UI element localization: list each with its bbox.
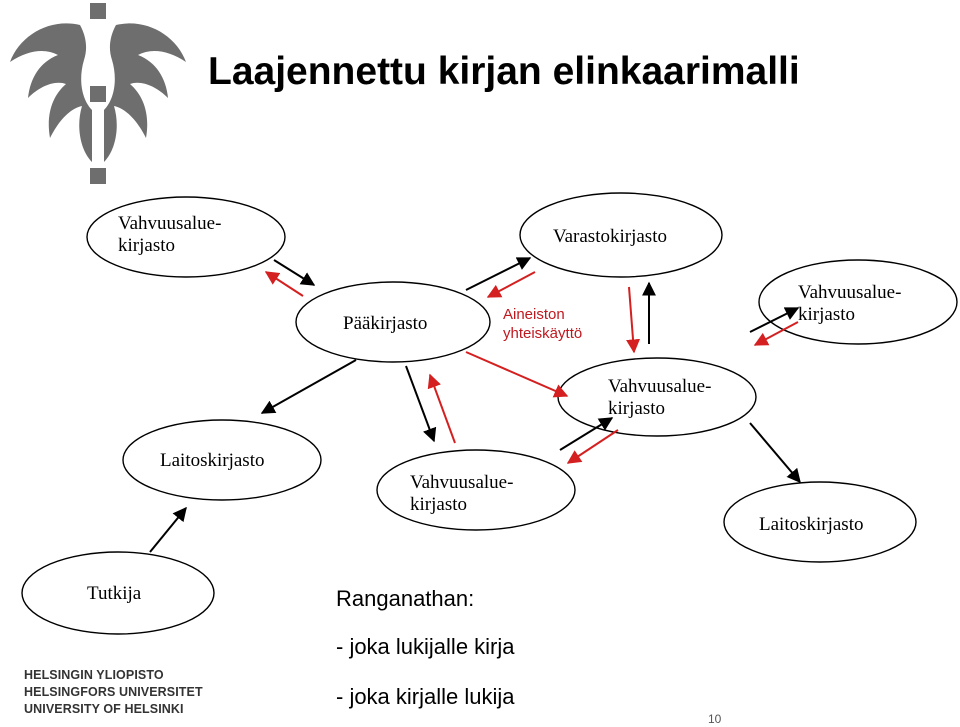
label-laitoskirjasto-right: Laitoskirjasto <box>759 514 864 535</box>
label-laitoskirjasto-left: Laitoskirjasto <box>160 450 265 471</box>
arrow-paakirjasto-to-laitos <box>262 360 356 413</box>
arrow-center-to-bottom <box>568 430 618 463</box>
arrow-paakirjasto-to-center <box>466 352 567 396</box>
university-name-sv: HELSINGFORS UNIVERSITET <box>24 685 203 699</box>
arrow-bottom-to-paakirjasto <box>430 375 455 443</box>
label-vahvuusalue-bottom: Vahvuusalue- kirjasto <box>410 472 514 515</box>
arrow-tutkija-to-laitos <box>150 508 186 552</box>
label-vahvuusalue-top-left: Vahvuusalue- kirjasto <box>118 213 222 256</box>
arrow-center-to-laitos-right <box>750 423 800 482</box>
university-name-fi: HELSINGIN YLIOPISTO <box>24 668 164 682</box>
label-varastokirjasto: Varastokirjasto <box>553 226 667 247</box>
label-vahvuusalue-right: Vahvuusalue- kirjasto <box>798 282 902 325</box>
page-number: 10 <box>708 712 722 726</box>
slide-title: Laajennettu kirjan elinkaarimalli <box>208 50 800 93</box>
university-name-en: UNIVERSITY OF HELSINKI <box>24 702 184 716</box>
annotation-aineiston-yhteiskaytto: Aineiston yhteiskäyttö <box>503 306 583 342</box>
arrow-paakirjasto-to-varasto <box>466 258 530 290</box>
quote-heading: Ranganathan: <box>336 586 475 611</box>
quote-line-1: - joka lukijalle kirja <box>336 634 515 659</box>
arrow-varasto-to-center <box>629 287 634 352</box>
label-tutkija: Tutkija <box>87 583 142 604</box>
label-paakirjasto: Pääkirjasto <box>343 313 428 334</box>
label-vahvuusalue-center: Vahvuusalue- kirjasto <box>608 376 712 419</box>
quote-line-2: - joka kirjalle lukija <box>336 684 515 709</box>
